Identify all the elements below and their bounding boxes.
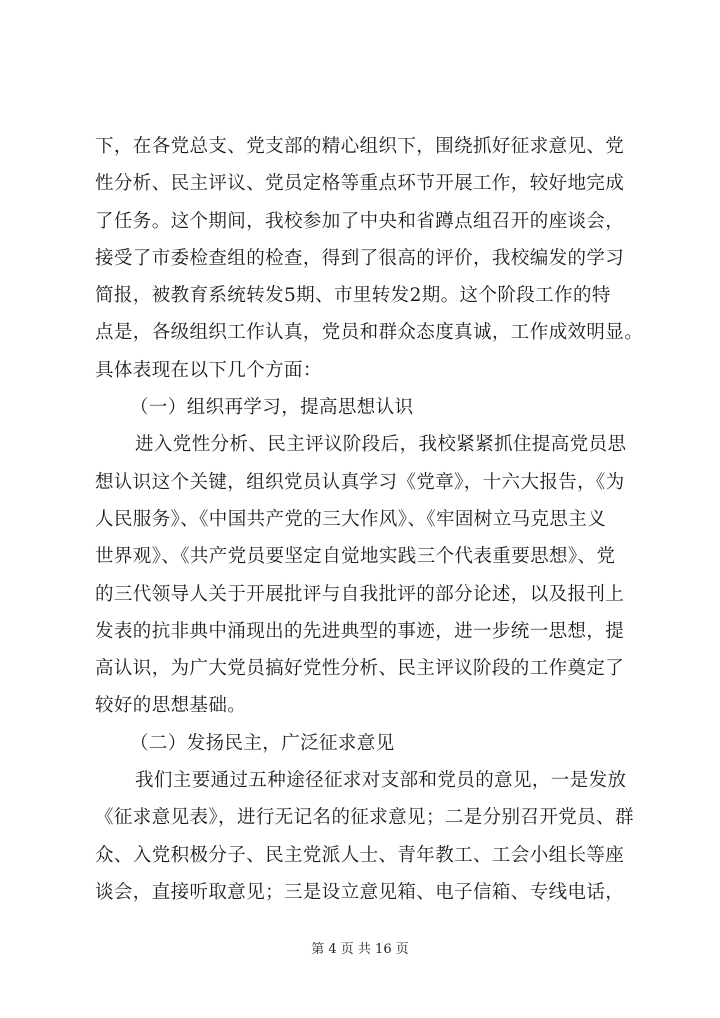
text-line: 的三代领导人关于开展批评与自我批评的部分论述，以及报刊上	[95, 583, 625, 605]
text-line: 较好的思想基础。	[95, 695, 247, 717]
text-line: 具体表现在以下几个方面：	[95, 359, 322, 381]
text-line: 接受了市委检查组的检查，得到了很高的评价，我校编发的学习	[95, 247, 625, 269]
text-line: 简报，被教育系统转发5期、市里转发2期。这个阶段工作的特	[95, 285, 611, 307]
text-line: 下，在各党总支、党支部的精心组织下，围绕抓好征求意见、党	[95, 136, 625, 157]
text-line: 想认识这个关键，组织党员认真学习《党章》，十六大报告，《为	[95, 471, 625, 493]
page-footer: 第 4 页 共 16 页	[311, 942, 409, 957]
text-line: 进入党性分析、民主评议阶段后，我校紧紧抓住提高党员思	[135, 434, 627, 456]
text-line: 众、入党积极分子、民主党派人士、青年教工、工会小组长等座	[95, 844, 625, 866]
section-heading: （一）组织再学习，提高思想认识	[130, 397, 414, 419]
text-line: 点是，各级组织工作认真，党员和群众态度真诚，工作成效明显。	[95, 322, 644, 344]
text-line: 谈会，直接听取意见；三是设立意见箱、电子信箱、专线电话，	[95, 881, 625, 903]
text-line: 发表的抗非典中涌现出的先进典型的事迹，进一步统一思想，提	[95, 620, 625, 642]
text-line: 世界观》、《共产党员要坚定自觉地实践三个代表重要思想》、党	[95, 546, 616, 568]
text-line: 《征求意见表》，进行无记名的征求意见；二是分别召开党员、群	[95, 807, 634, 829]
text-line: 我们主要通过五种途径征求对支部和党员的意见，一是发放	[135, 770, 627, 792]
text-line: 人民服务》、《中国共产党的三大作风》、《牢固树立马克思主义	[95, 508, 607, 530]
body-text	[95, 128, 644, 911]
text-line: 高认识，为广大党员搞好党性分析、民主评议阶段的工作奠定了	[95, 658, 625, 680]
text-line: 了任务。这个期间，我校参加了中央和省蹲点组召开的座谈会，	[95, 210, 625, 232]
text-line: 性分析、民主评议、党员定格等重点环节开展工作，较好地完成	[95, 173, 625, 195]
section-heading: （二）发扬民主，广泛征求意见	[130, 732, 395, 754]
